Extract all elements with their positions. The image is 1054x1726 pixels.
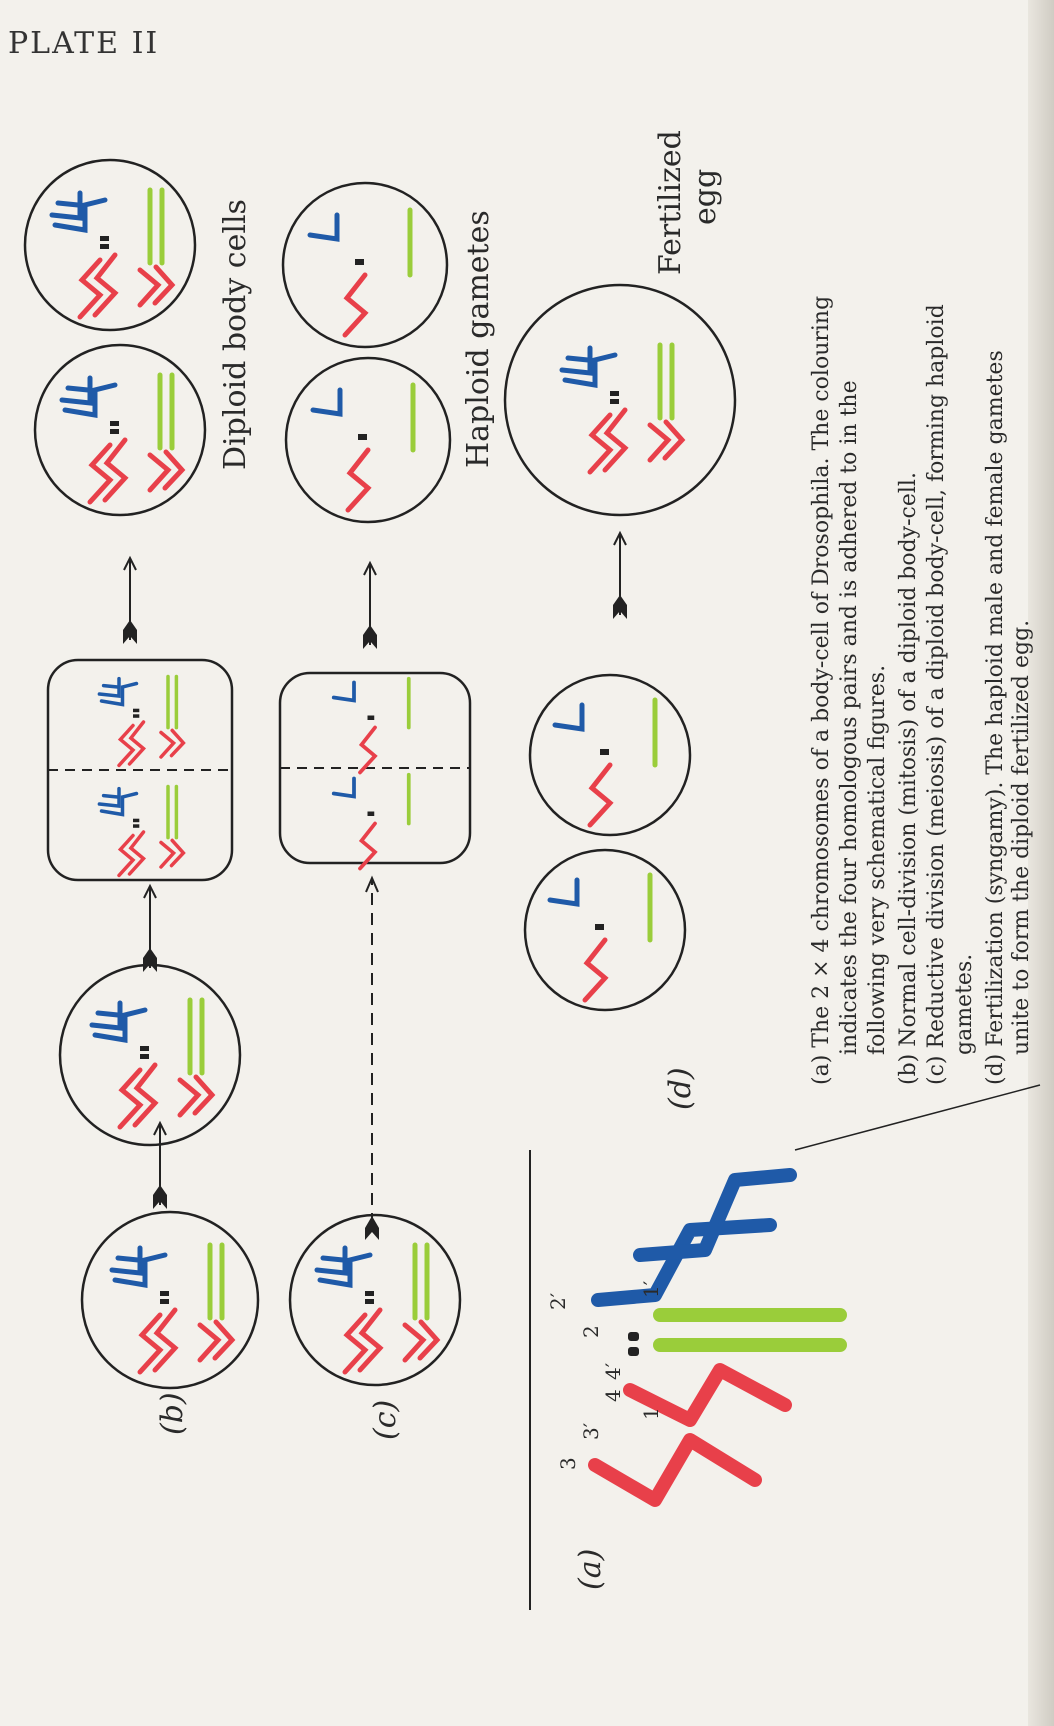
cell-b-daughter-1	[35, 345, 205, 515]
chromosome-4	[628, 1347, 639, 1356]
cell-c-division	[280, 673, 470, 869]
label-chromo-2-prime: 2′	[546, 1292, 570, 1310]
caption-a-line1: (a) The 2 × 4 chromosomes of a body-cell of Drosophila. The colouring	[809, 295, 834, 1085]
caption-a-line2: indicates the four homologous pairs and is adhered to in the	[837, 380, 862, 1055]
cell-b-prophase	[60, 965, 240, 1145]
cell-c-gamete-1	[286, 358, 450, 522]
cell-b-daughter-2	[25, 160, 195, 330]
cell-c-start	[290, 1215, 460, 1385]
chromosome-2	[598, 1225, 770, 1300]
label-chromo-3: 3	[556, 1457, 580, 1470]
caption-a-line3: following very schematical figures.	[865, 664, 890, 1055]
chromosome-4-prime	[628, 1332, 639, 1341]
label-chromo-2: 2	[579, 1325, 603, 1338]
label-chromo-4: 4	[601, 1389, 625, 1402]
label-fertilized: Fertilized	[653, 130, 688, 275]
panel-label-d: (d)	[663, 1067, 698, 1110]
caption-divider	[795, 1085, 1040, 1150]
row-b	[25, 160, 258, 1435]
arrow-d	[613, 533, 627, 619]
caption-c-line2: gametes.	[952, 953, 977, 1055]
cell-d-egg	[505, 285, 735, 515]
arrow-b-3	[123, 558, 137, 644]
label-chromo-1-prime: 1′	[639, 1280, 663, 1298]
chromosome-2-prime	[640, 1175, 790, 1255]
cell-b-division	[48, 660, 232, 880]
caption-b-line1: (b) Normal cell-division (mitosis) of a diploid body-cell.	[896, 472, 921, 1085]
panel-label-c: (c)	[368, 1399, 403, 1440]
page-title: PLATE II	[8, 26, 160, 61]
label-haploid: Haploid gametes	[461, 210, 496, 468]
cell-d-gamete-1	[525, 850, 685, 1010]
cell-d-gamete-2	[530, 675, 690, 835]
arrow-b-2	[143, 886, 157, 972]
chromosome-3	[595, 1440, 755, 1500]
caption-c-line1: (c) Reductive division (meiosis) of a diploid body-cell, forming haploid	[924, 304, 949, 1085]
caption	[809, 296, 1034, 1085]
label-diploid: Diploid body cells	[218, 199, 253, 470]
label-chromo-1: 1	[639, 1407, 663, 1420]
cell-b-start	[82, 1212, 258, 1388]
row-d	[505, 130, 735, 1110]
label-egg: egg	[688, 168, 723, 225]
panel-label-b: (b)	[155, 1392, 190, 1435]
panel-a	[530, 1150, 840, 1610]
label-chromo-3-prime: 3′	[579, 1422, 603, 1440]
panel-label-a: (a)	[573, 1548, 608, 1590]
arrow-c-2	[363, 563, 377, 649]
label-chromo-4-prime: 4′	[601, 1362, 625, 1380]
row-c	[280, 183, 496, 1440]
caption-d-line1: (d) Fertilization (syngamy). The haploid male and female gametes	[983, 350, 1008, 1085]
cell-c-gamete-2	[283, 183, 447, 347]
arrow-b-1	[153, 1123, 167, 1209]
caption-d-line2: unite to form the diploid fertilized egg.	[1009, 619, 1034, 1055]
